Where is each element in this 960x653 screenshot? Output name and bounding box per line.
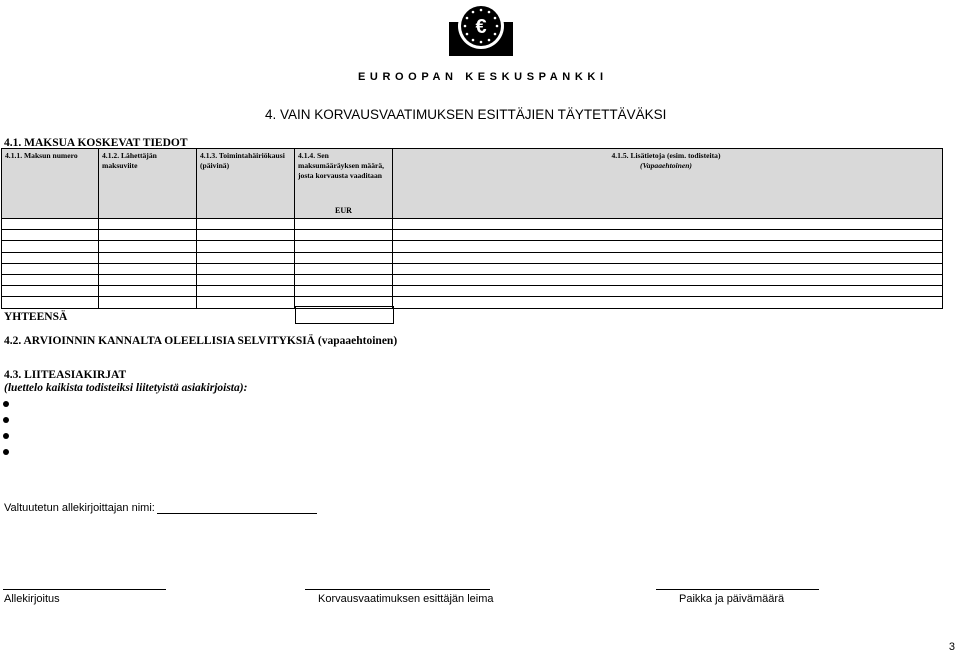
table-row[interactable] [2, 230, 943, 241]
payment-table [1, 148, 943, 309]
total-amount-box[interactable] [295, 306, 394, 324]
attachment-bullet [3, 449, 9, 455]
authorized-name-label: Valtuutetun allekirjoittajan nimi: [4, 502, 155, 514]
ecb-logo [447, 2, 515, 56]
currency-unit: EUR [335, 206, 352, 215]
section-43-subtitle: (luettelo kaikista todisteiksi liitetyistä asiakirjoista): [4, 382, 248, 394]
table-row[interactable] [2, 274, 943, 285]
table-row[interactable] [2, 241, 943, 252]
col-malfunction-period: 4.1.3. Toimintahäiriökausi (päivinä) [197, 149, 295, 219]
attachment-bullet [3, 401, 9, 407]
attachment-bullet [3, 433, 9, 439]
col-claim-amount: 4.1.4. Sen maksumääräyksen määrä, josta korvausta vaaditaan EUR [295, 149, 393, 219]
section-title: 4. VAIN KORVAUSVAATIMUKSEN ESITTÄJIEN TÄYTETTÄVÄKSI [265, 107, 667, 122]
table-row[interactable] [2, 252, 943, 263]
stamp-line[interactable] [305, 589, 490, 590]
stamp-label: Korvausvaatimuksen esittäjän leima [318, 593, 494, 605]
section-43-title: 4.3. LIITEASIAKIRJAT [4, 369, 127, 381]
place-date-line[interactable] [656, 589, 819, 590]
col-sender-reference: 4.1.2. Lähettäjän maksuviite [99, 149, 197, 219]
table-row[interactable] [2, 219, 943, 230]
signature-line[interactable] [3, 589, 166, 590]
place-date-label: Paikka ja päivämäärä [679, 593, 785, 605]
col-payment-number: 4.1.1. Maksun numero [2, 149, 99, 219]
col-additional-info: 4.1.5. Lisätietoja (esim. todisteita) (Vapaaehtoinen) [393, 149, 943, 219]
signature-label: Allekirjoitus [4, 593, 60, 605]
table-row[interactable] [2, 263, 943, 274]
table-row[interactable] [2, 297, 943, 308]
bank-name: EUROOPAN KESKUSPANKKI [358, 71, 608, 83]
section-41-title: 4.1. MAKSUA KOSKEVAT TIEDOT [4, 137, 188, 149]
page-number: 3 [948, 641, 955, 653]
euro-icon: € [475, 16, 487, 38]
section-42-title: 4.2. ARVIOINNIN KANNALTA OLEELLISIA SELVITYKSIÄ (vapaaehtoinen) [4, 335, 398, 347]
total-label: YHTEENSÄ [4, 311, 68, 323]
attachment-bullet [3, 417, 9, 423]
authorized-name-field[interactable] [157, 513, 317, 514]
table-row[interactable] [2, 286, 943, 297]
